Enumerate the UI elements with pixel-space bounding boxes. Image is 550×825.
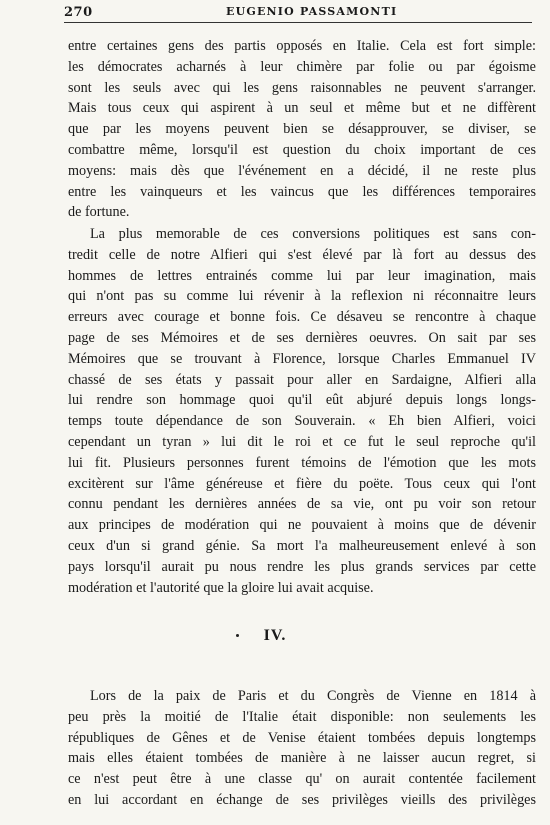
paragraph-1	[68, 36, 536, 223]
text-line: entre les vainqueurs et les vaincus que les différences temporaires	[68, 183, 536, 200]
text-line: moyens: mais dès que l'événement en a décidé, il ne reste plus	[68, 162, 536, 179]
paragraph-3	[68, 686, 536, 811]
text-line: lui fit. Plusieurs personnes furent témoins de l'émotion que les mots	[68, 454, 536, 471]
text-line: combattre même, lorsqu'il est question du choix important de ces	[68, 141, 536, 158]
text-line: mais elles étaient tombées de manière à ne laisser aucun regret, si	[68, 750, 536, 767]
text-line: cependant un tyran » lui dit le roi et ce fut le seul reproche qu'il	[68, 433, 536, 450]
text-line: qui n'ont pas su comme lui révenir à la reflexion ni réconnaitre leurs	[68, 288, 536, 305]
text-line: républiques de Gênes et de Venise étaient tombées depuis longtemps	[68, 729, 536, 746]
text-line: erreurs avec courage et bonne fois. Ce désaveu se rencontre à chaque	[68, 309, 536, 326]
text-line: que par les moyens peuvent bien se désapprouver, se diviser, se	[68, 121, 536, 138]
text-line: modération et l'autorité que la gloire lui avait acquise.	[68, 579, 374, 596]
text-line: ceux d'un si grand génie. Sa mort l'a malheureusement enlevé à son	[68, 537, 536, 554]
section-heading: IV.	[263, 627, 287, 644]
text-line: tredit celle de notre Alfieri qui s'est élevé par là fort au dessus des	[68, 246, 536, 263]
text-line: La plus memorable de ces conversions politiques est sans con-	[90, 226, 536, 242]
text-line: connu pendant les dernières années de sa vie, ont pu voir son retour	[68, 496, 536, 513]
running-head: EUGENIO PASSAMONTI	[226, 5, 398, 18]
text-line: sont les seuls avec qui les gens raisonnables ne peuvent s'arranger.	[68, 79, 536, 96]
text-line: peu près la moitié de l'Italie était disponible: non seulements les	[68, 708, 536, 725]
text-line: les démocrates acharnés à leur chimère par folie ou par égoisme	[68, 58, 536, 75]
text-line: en lui accordant en échange de ses privilèges vieills des privilèges	[68, 791, 536, 808]
text-line: hommes de lettres entrainés comme lui par leur imagination, mais	[68, 267, 536, 284]
paragraph-2	[68, 224, 536, 598]
text-line: page de ses Mémoires et de ses dernières oeuvres. On sait par ses	[68, 329, 536, 346]
text-line: entre certaines gens des partis opposés en Italie. Cela est fort simple:	[68, 38, 536, 54]
text-line: chassé de ses états y passait pour aller en Sardaigne, Alfieri alla	[68, 371, 536, 388]
text-line: Lors de la paix de Paris et du Congrès de Vienne en 1814 à	[90, 688, 536, 704]
text-line: ce n'est peut être à une classe qu' on aurait contentée facilement	[68, 771, 536, 788]
page-header	[64, 4, 532, 23]
text-line: Mémoires que se trouvant à Florence, lorsque Charles Emmanuel IV	[68, 350, 536, 367]
text-line: pays lorsqu'il aurait pu nous rendre les plus grands services par cette	[68, 558, 536, 575]
text-line: excitèrent sur l'âme généreuse et fière du poëte. Tous ceux qui l'ont	[68, 475, 536, 492]
text-line: Mais tous ceux qui aspirent à un seul et même but et ne diffèrent	[68, 100, 536, 117]
text-line: de fortune.	[68, 204, 130, 221]
text-line: lui rendre son hommage quoi qu'il eût abjuré depuis longs longs-	[68, 392, 536, 409]
text-line: aux principes de modération qui ne pouvaient à moins que de dévenir	[68, 517, 536, 534]
text-line: temps toute dépendance de son Souverain. « Eh bien Alfieri, voici	[68, 413, 536, 430]
page-number: 270	[64, 5, 93, 20]
